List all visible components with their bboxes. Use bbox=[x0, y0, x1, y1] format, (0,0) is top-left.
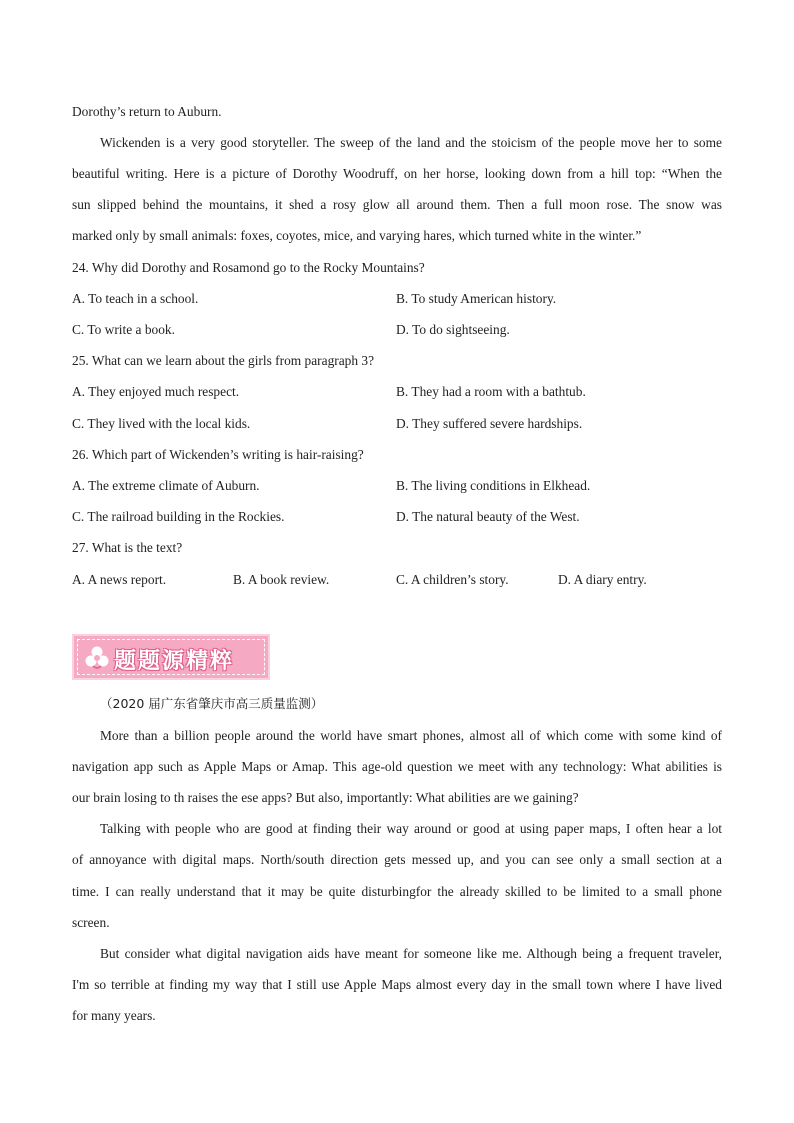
paragraph-line: More than a billion people around the world have smart phones, almost all of which come with some kind of bbox=[100, 728, 722, 743]
paragraph-line: screen. bbox=[72, 915, 110, 930]
paragraph-line: sun slipped behind the mountains, it shed a rosy glow all around them. Then a full moon rose. The snow was bbox=[72, 197, 722, 212]
question-stem: 25. What can we learn about the girls from paragraph 3? bbox=[72, 353, 375, 368]
paragraph-line: of annoyance with digital maps. North/south direction gets messed up, and you can see only a small section at a bbox=[72, 852, 722, 867]
paragraph-line: beautiful writing. Here is a picture of Dorothy Woodruff, on her horse, looking down from a hill top: “When the bbox=[72, 166, 722, 181]
paragraph-line: Dorothy’s return to Auburn. bbox=[72, 104, 222, 119]
question-stem: 26. Which part of Wickenden’s writing is hair-raising? bbox=[72, 447, 364, 462]
paragraph-line: our brain losing to th raises the ese apps? But also, importantly: What abilities are we gaining? bbox=[72, 790, 579, 805]
paragraph-line: navigation app such as Apple Maps or Amap. This age-old question we meet with any technology: What abilities is bbox=[72, 759, 722, 774]
option-c: C. To write a book. bbox=[72, 322, 175, 337]
option-b: B. A book review. bbox=[233, 572, 330, 587]
option-a: A. To teach in a school. bbox=[72, 291, 199, 306]
option-d: D. They suffered severe hardships. bbox=[396, 416, 583, 431]
option-c: C. A children’s story. bbox=[396, 572, 509, 587]
paragraph-line: Wickenden is a very good storyteller. The sweep of the land and the stoicism of the people move her to some bbox=[100, 135, 722, 150]
source-note: （2020 届广东省肇庆市高三质量监测） bbox=[100, 696, 324, 711]
option-b: B. The living conditions in Elkhead. bbox=[396, 478, 591, 493]
option-a: A. The extreme climate of Auburn. bbox=[72, 478, 260, 493]
paragraph-line: for many years. bbox=[72, 1008, 156, 1023]
option-a: A. A news report. bbox=[72, 572, 167, 587]
option-a: A. They enjoyed much respect. bbox=[72, 384, 240, 399]
section-banner bbox=[72, 634, 270, 680]
option-b: B. They had a room with a bathtub. bbox=[396, 384, 586, 399]
option-d: D. The natural beauty of the West. bbox=[396, 509, 580, 524]
paragraph-line: But consider what digital navigation aids have meant for someone like me. Although being a frequent traveler, bbox=[100, 946, 722, 961]
question-stem: 27. What is the text? bbox=[72, 540, 183, 555]
paragraph-line: marked only by small animals: foxes, coyotes, mice, and varying hares, which turned white in the winter.” bbox=[72, 228, 642, 243]
option-d: D. To do sightseeing. bbox=[396, 322, 510, 337]
option-c: C. The railroad building in the Rockies. bbox=[72, 509, 285, 524]
paragraph-line: time. I can really understand that it may be quite disturbingfor the already skilled to be limited to a small phone bbox=[72, 884, 722, 899]
flower-icon bbox=[84, 645, 110, 671]
option-c: C. They lived with the local kids. bbox=[72, 416, 251, 431]
option-d: D. A diary entry. bbox=[558, 572, 647, 587]
banner-title: 题题源精粹 bbox=[114, 649, 235, 674]
option-b: B. To study American history. bbox=[396, 291, 557, 306]
paragraph-line: Talking with people who are good at finding their way around or good at using paper maps, I often hear a lot bbox=[100, 821, 722, 836]
question-stem: 24. Why did Dorothy and Rosamond go to the Rocky Mountains? bbox=[72, 260, 425, 275]
paragraph-line: I'm so terrible at finding my way that I still use Apple Maps almost every day in the small town where I have lived bbox=[72, 977, 722, 992]
